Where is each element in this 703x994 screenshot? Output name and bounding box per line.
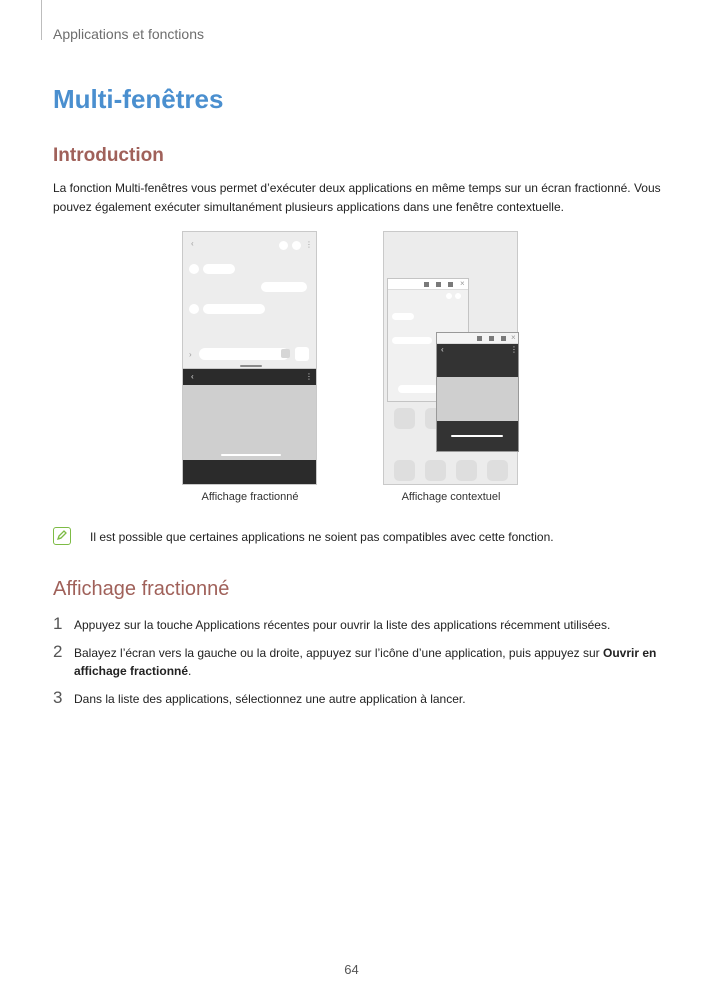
step-text: Appuyez sur la touche Applications récentes pour ouvrir la liste des applications récemment utilisées. [74,618,611,632]
window-button-icon [448,282,453,287]
step-text: . [188,664,192,678]
figure-caption: Affichage contextuel [401,491,501,503]
running-head: Applications et fonctions [53,26,204,42]
navigation-bar [183,460,316,484]
page-number: 64 [344,962,359,977]
popup-content [437,377,518,421]
step-number: 2 [53,642,63,661]
avatar-dot [279,241,288,250]
more-icon: ⋮ [510,345,518,354]
window-button-icon [489,336,494,341]
more-icon: ⋮ [305,240,313,249]
app-tile [456,460,477,481]
list-item [53,616,663,634]
phone-frame [383,231,518,485]
note [53,527,673,549]
popup-title-bar [388,279,468,290]
close-icon: × [511,333,516,342]
step-number: 3 [53,688,63,707]
step-number: 1 [53,614,63,633]
figure-caption: Affichage fractionné [201,491,299,503]
avatar-dot [292,241,301,250]
app-tile [487,460,508,481]
step-text: Dans la liste des applications, sélectionnez une autre application à lancer. [74,692,466,706]
bottom-app-window [183,369,316,484]
section-heading-split-view: Affichage fractionné [53,578,230,600]
window-button-icon [436,282,441,287]
back-icon: ‹ [191,239,194,248]
page-title: Multi-fenêtres [53,84,224,114]
steps-list [53,616,663,718]
popup-window-front [436,332,519,452]
close-icon: × [460,279,465,288]
introduction-paragraph: La fonction Multi-fenêtres vous permet d’exécuter deux applications en même temps sur un écran fractionné. Vous pouvez également exécuter simultanément plusieurs applications dans une fenêtre contextuelle. [53,181,661,214]
avatar-dot [455,293,461,299]
more-icon: ⋮ [305,372,313,381]
back-icon: ‹ [441,345,444,354]
chevron-icon: › [189,350,192,359]
popup-view-illustration [383,231,518,485]
app-tile [394,460,415,481]
step-text: Balayez l’écran vers la gauche ou la droite, appuyez sur l’icône d’une application, puis appuyez sur [74,646,603,660]
page-rule [41,0,42,40]
send-button-shape [295,347,309,361]
chat-avatar [189,264,199,274]
list-item [53,690,663,708]
note-text: Il est possible que certaines applications ne soient pas compatibles avec cette fonction. [90,530,554,544]
bottom-app-bar [183,369,316,385]
window-button-icon [477,336,482,341]
chat-bubble [261,282,307,292]
chat-bubble [203,304,265,314]
avatar-dot [446,293,452,299]
chat-bubble [203,264,235,274]
back-icon: ‹ [191,372,194,381]
phone-frame [182,231,317,485]
section-heading-introduction: Introduction [53,145,164,166]
progress-line [451,435,503,437]
chat-bubble [392,337,432,344]
chat-bubble [392,313,414,320]
progress-line [221,454,281,456]
divider-handle [240,365,262,367]
split-screen-illustration [182,231,317,485]
list-item [53,644,663,680]
app-tile [394,408,415,429]
window-button-icon [424,282,429,287]
step-text-bold: Ouvrir en affichage fractionné [74,646,657,678]
message-input [199,348,289,360]
note-pencil-icon [53,527,71,545]
message-input [398,385,438,393]
popup-title-bar [437,333,518,344]
attach-icon [281,349,290,358]
app-tile [425,460,446,481]
top-app-window [183,232,316,369]
window-button-icon [501,336,506,341]
chat-avatar [189,304,199,314]
